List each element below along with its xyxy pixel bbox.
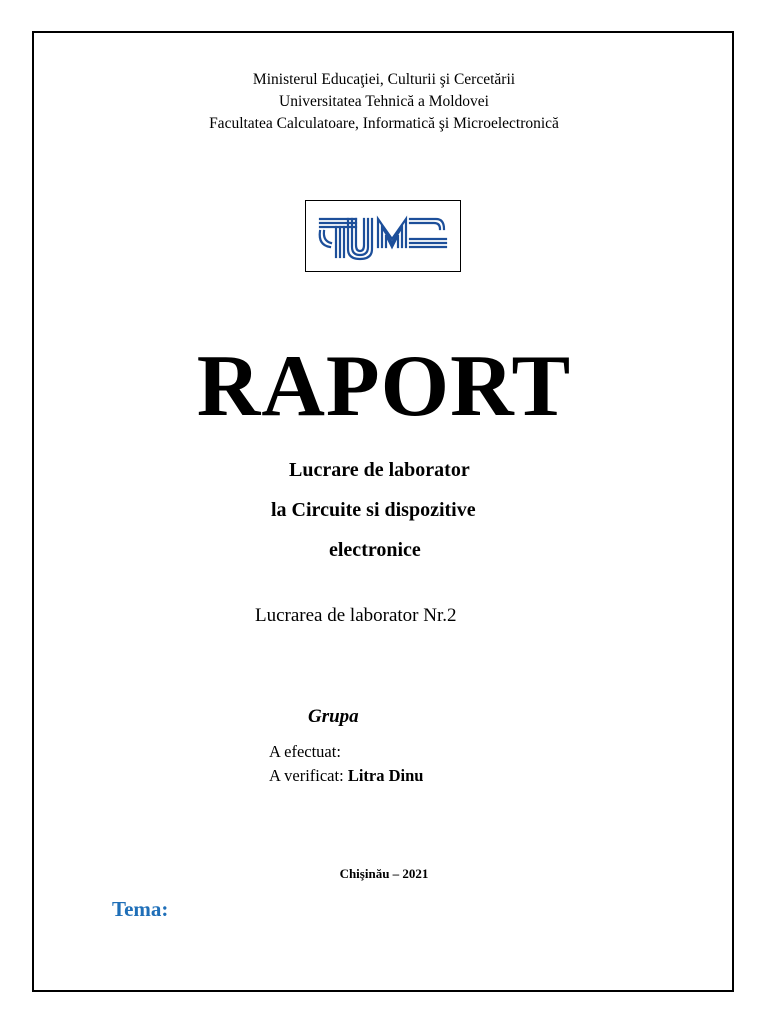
faculty-name: Facultatea Calculatoare, Informatică şi Microelectronică <box>209 115 559 132</box>
verified-by-label: A verificat: <box>269 766 344 785</box>
verified-by-name: Litra Dinu <box>347 766 424 785</box>
verified-by-line <box>269 765 423 787</box>
performed-by-line <box>269 741 341 763</box>
group-label: Grupa <box>308 706 359 727</box>
subtitle-line-2: la Circuite si dispozitive <box>271 499 476 521</box>
utm-logo <box>305 200 461 272</box>
ministry-name: Ministerul Educaţiei, Culturii şi Cercetării <box>252 71 516 88</box>
report-title: RAPORT <box>196 338 572 435</box>
lab-number: Lucrarea de laborator Nr.2 <box>255 605 457 626</box>
utm-logo-icon <box>306 201 460 271</box>
city-year: Chişinău – 2021 <box>339 866 429 881</box>
topic-label: Tema: <box>112 897 169 921</box>
performed-by-label: A efectuat: <box>269 742 341 761</box>
header-block <box>0 69 768 135</box>
university-name: Universitatea Tehnică a Moldovei <box>279 93 489 110</box>
subtitle-line-1: Lucrare de laborator <box>289 459 470 481</box>
subtitle-line-3: electronice <box>329 539 421 561</box>
